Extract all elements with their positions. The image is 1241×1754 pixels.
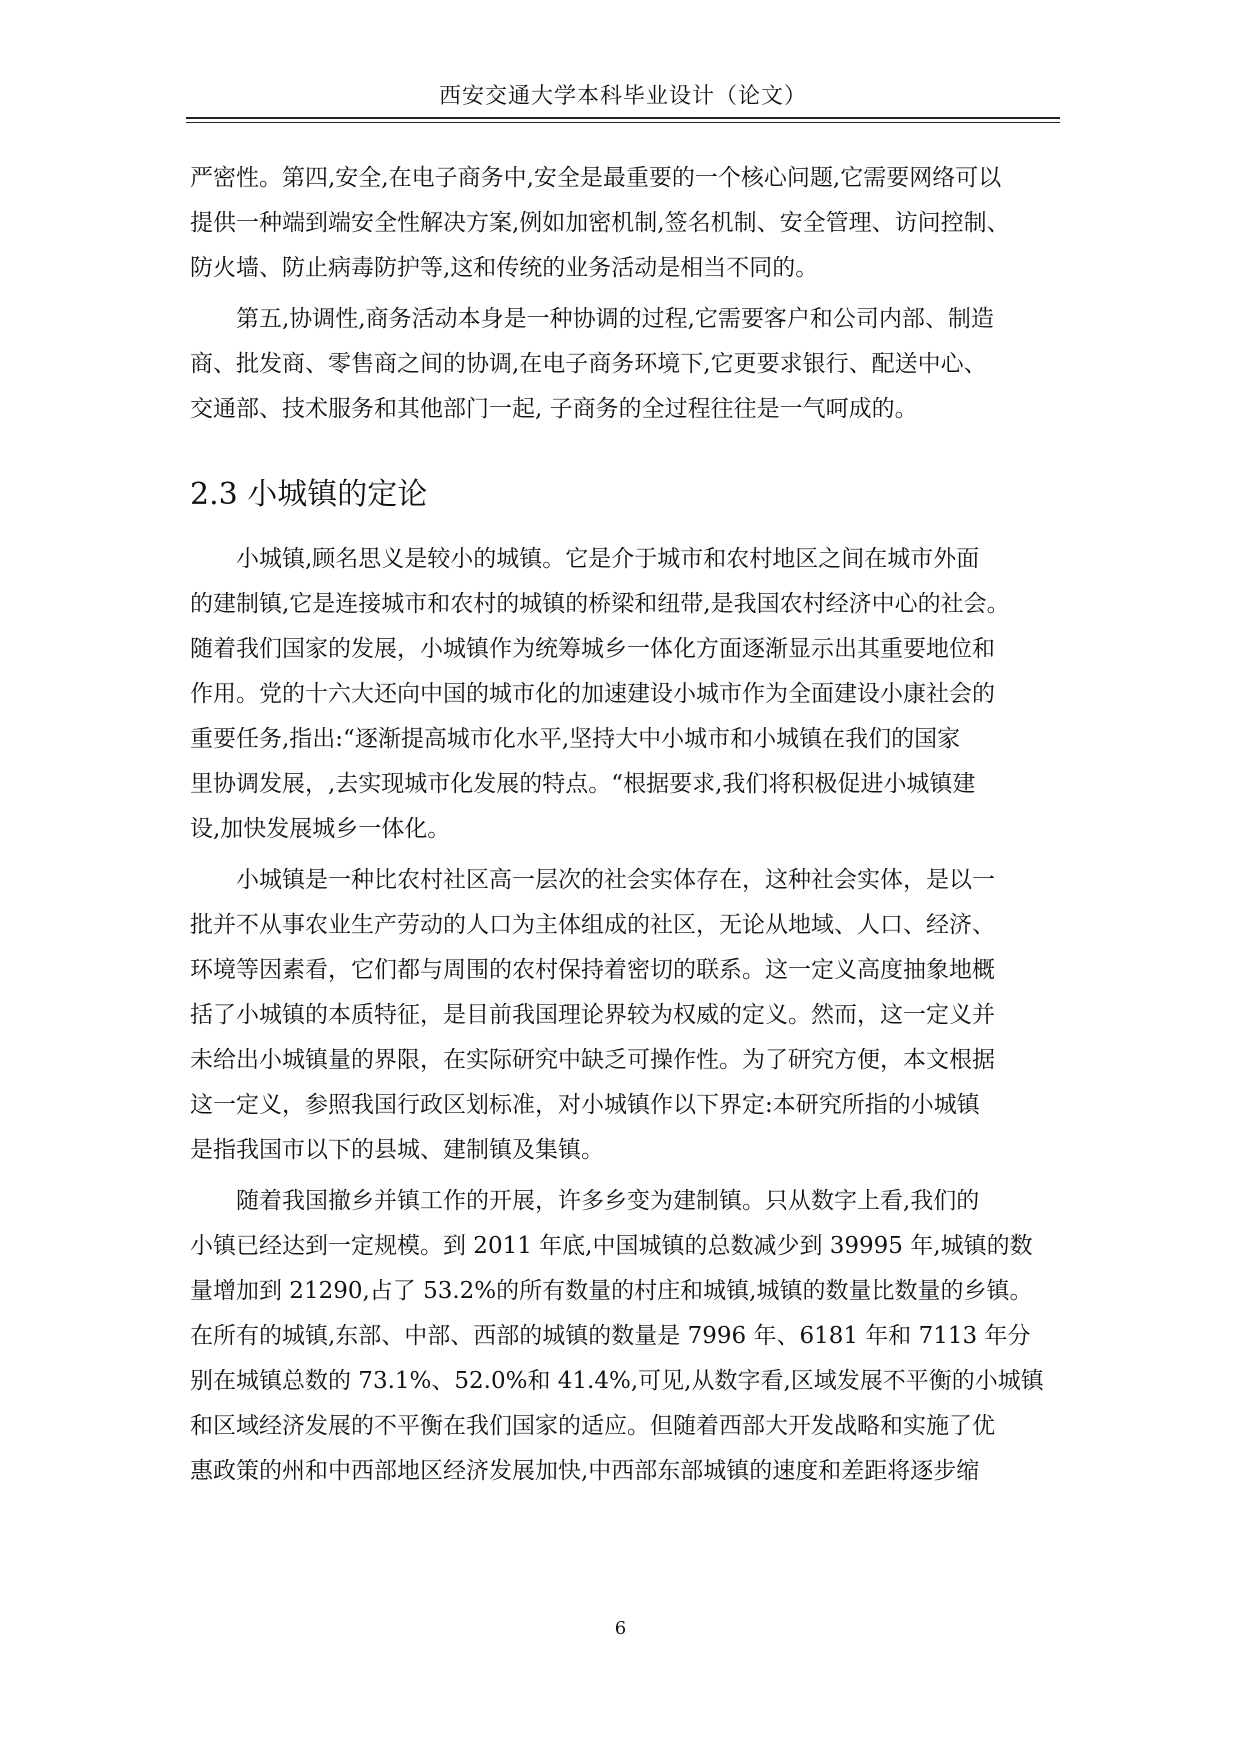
text-line: 严密性。第四,安全,在电子商务中,安全是最重要的一个核心问题,它需要网络可以 xyxy=(190,165,1002,191)
text-line: 商、批发商、零售商之间的协调,在电子商务环境下,它更要求银行、配送中心、 xyxy=(190,351,987,377)
page-header-title: 西安交通大学本科毕业设计（论文） xyxy=(438,84,807,109)
text-line: 小城镇,顾名思义是较小的城镇。它是介于城市和农村地区之间在城市外面 xyxy=(190,546,980,572)
text-line: 小城镇是一种比农村社区高一层次的社会实体存在，这种社会实体，是以一 xyxy=(190,867,995,893)
text-line: 和区域经济发展的不平衡在我们国家的适应。但随着西部大开发战略和实施了优 xyxy=(190,1413,995,1439)
text-line: 别在城镇总数的 73.1%、52.0%和 41.4%,可见,从数字看,区域发展不平衡的小城镇 xyxy=(190,1368,1044,1394)
text-line: 提供一种端到端安全性解决方案,例如加密机制,签名机制、安全管理、访问控制、 xyxy=(190,210,1010,236)
paragraph-coordination xyxy=(190,297,1058,432)
paragraph-social-entity xyxy=(190,858,1058,1173)
text-line: 量增加到 21290,占了 53.2%的所有数量的村庄和城镇,城镇的数量比数量的乡镇。 xyxy=(190,1278,1033,1304)
text-line: 未给出小城镇量的界限，在实际研究中缺乏可操作性。为了研究方便，本文根据 xyxy=(190,1047,995,1073)
page-number: 6 xyxy=(614,1618,627,1639)
text-line: 设,加快发展城乡一体化。 xyxy=(190,816,451,842)
text-line: 随着我们国家的发展，小城镇作为统筹城乡一体化方面逐渐显示出其重要地位和 xyxy=(190,636,995,662)
header-rule-thin xyxy=(186,122,1060,123)
text-line: 防火墙、防止病毒防护等,这和传统的业务活动是相当不同的。 xyxy=(190,255,819,281)
text-line: 是指我国市以下的县城、建制镇及集镇。 xyxy=(190,1137,604,1163)
text-line: 交通部、技术服务和其他部门一起, 子商务的全过程往往是一气呵成的。 xyxy=(190,396,918,422)
text-line: 括了小城镇的本质特征，是目前我国理论界较为权威的定义。然而，这一定义并 xyxy=(190,1002,995,1028)
paragraph-statistics xyxy=(190,1179,1058,1494)
header-rule-thick xyxy=(186,117,1060,119)
text-line: 环境等因素看，它们都与周围的农村保持着密切的联系。这一定义高度抽象地概 xyxy=(190,957,995,983)
text-line: 里协调发展，,去实现城市化发展的特点。“根据要求,我们将积极促进小城镇建 xyxy=(190,771,976,797)
text-line: 随着我国撤乡并镇工作的开展，许多乡变为建制镇。只从数字上看,我们的 xyxy=(190,1188,980,1214)
text-line: 小镇已经达到一定规模。到 2011 年底,中国城镇的总数减少到 39995 年,城镇的数 xyxy=(190,1233,1033,1259)
text-line: 在所有的城镇,东部、中部、西部的城镇的数量是 7996 年、6181 年和 7113 年分 xyxy=(190,1323,1031,1349)
text-line: 惠政策的州和中西部地区经济发展加快,中西部东部城镇的速度和差距将逐步缩 xyxy=(190,1458,980,1484)
text-line: 的建制镇,它是连接城市和农村的城镇的桥梁和纽带,是我国农村经济中心的社会。 xyxy=(190,591,1010,617)
text-line: 作用。党的十六大还向中国的城市化的加速建设小城市作为全面建设小康社会的 xyxy=(190,681,995,707)
text-line: 重要任务,指出:“逐渐提高城市化水平,坚持大中小城市和小城镇在我们的国家 xyxy=(190,726,961,752)
page-body xyxy=(190,156,1058,1494)
text-line: 第五,协调性,商务活动本身是一种协调的过程,它需要客户和公司内部、制造 xyxy=(190,306,994,332)
section-heading: 2.3 小城镇的定论 xyxy=(190,477,428,512)
paragraph-town-definition xyxy=(190,537,1058,852)
text-line: 批并不从事农业生产劳动的人口为主体组成的社区，无论从地域、人口、经济、 xyxy=(190,912,995,938)
text-line: 这一定义，参照我国行政区划标准，对小城镇作以下界定:本研究所指的小城镇 xyxy=(190,1092,980,1118)
paragraph-security xyxy=(190,156,1058,291)
